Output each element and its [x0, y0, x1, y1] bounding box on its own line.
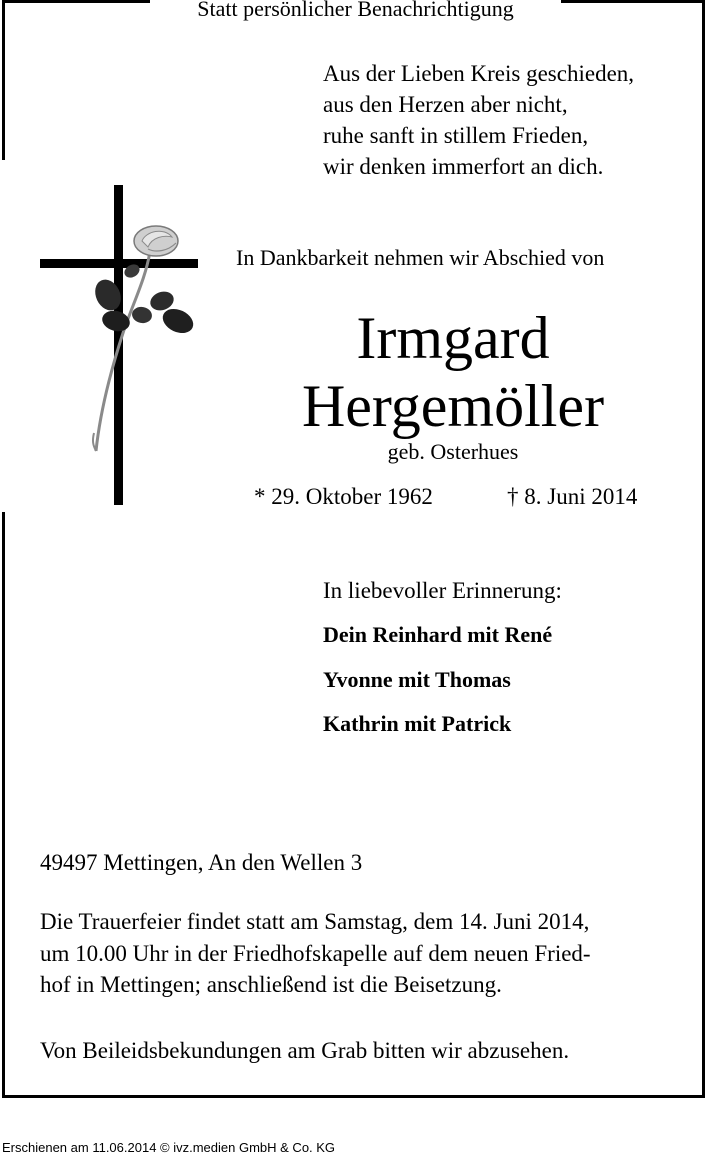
frame-left-gap: [0, 160, 6, 512]
publication-footer: Erschienen am 11.06.2014 © ivz.medien GmbH & Co. KG: [2, 1140, 336, 1155]
poem-line: wir denken immerfort an dich.: [323, 154, 604, 179]
condolence-note: Von Beileidsbekundungen am Grab bitten wir abzusehen.: [40, 1038, 570, 1063]
poem-line: Aus der Lieben Kreis geschieden,: [323, 61, 635, 86]
poem-line: aus den Herzen aber nicht,: [323, 92, 568, 117]
mourner-name: Yvonne mit Thomas: [323, 667, 511, 692]
farewell-intro: In Dankbarkeit nehmen wir Abschied von: [236, 245, 605, 270]
service-line: Die Trauerfeier findet statt am Samstag, dem 14. Juni 2014,: [40, 909, 590, 934]
cross-with-rose-icon: [38, 183, 200, 508]
death-date: † 8. Juni 2014: [507, 484, 638, 509]
deceased-first-name: Irmgard: [356, 305, 550, 371]
mourner-name: Kathrin mit Patrick: [323, 711, 512, 736]
mourners-heading: In liebevoller Erinnerung:: [323, 578, 562, 603]
frame-top-right-rule: [561, 0, 705, 3]
frame-top-left-rule: [2, 0, 150, 3]
service-line: hof in Mettingen; anschließend ist die Beisetzung.: [40, 972, 502, 997]
notice-header: Statt persönlicher Benachrichtigung: [197, 0, 514, 21]
poem-line: ruhe sanft in stillem Frieden,: [323, 123, 589, 148]
birth-date: * 29. Oktober 1962: [254, 484, 433, 509]
mourner-name: Dein Reinhard mit René: [323, 622, 553, 647]
poem: [323, 58, 634, 182]
deceased-last-name: Hergemöller: [301, 373, 605, 439]
service-line: um 10.00 Uhr in der Friedhofskapelle auf dem neuen Fried-: [40, 940, 591, 966]
family-address: 49497 Mettingen, An den Wellen 3: [40, 850, 363, 875]
maiden-name: geb. Osterhues: [387, 439, 519, 464]
funeral-service-info: [40, 906, 591, 1001]
